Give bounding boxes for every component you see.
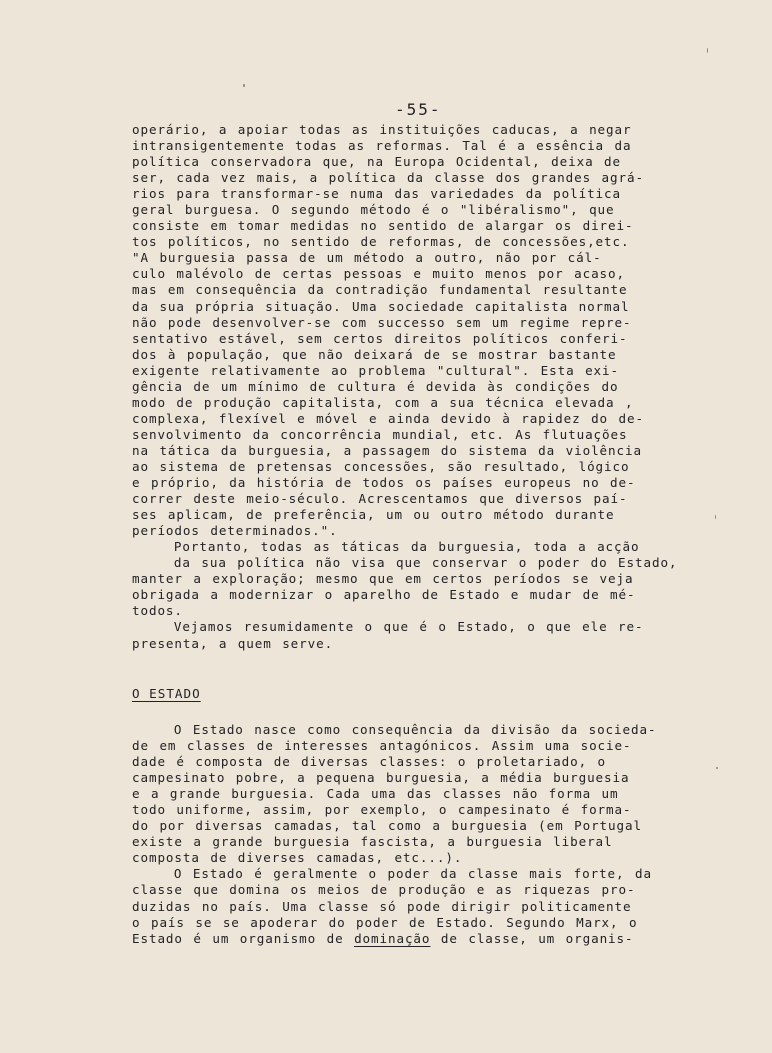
text-line: não pode desenvolver-se com successo sem um regime repre-: [132, 314, 632, 330]
text-line: operário, a apoiar todas as instituições caducas, a negar: [132, 122, 632, 137]
text-line: presenta, a quem serve.: [132, 635, 334, 651]
text-line: períodos determinados.".: [132, 523, 338, 539]
paper-speck: [716, 767, 718, 769]
text-line: e a grande burguesia. Cada uma das classes não forma um: [132, 786, 619, 802]
text-line: sentativo estável, sem certos direitos políticos conferi-: [132, 330, 628, 346]
text-line: dade é composta de diversas classes: o proletariado, o: [132, 754, 607, 770]
text-line: duzidas no país. Uma classe só pode dirigir politicamente: [132, 898, 632, 914]
text-line: dos à população, que não deixará de se mostrar bastante: [132, 346, 617, 362]
text-line: culo malévolo de certas pessoas e muito menos por acaso,: [132, 266, 625, 282]
text-line: obrigada a modernizar o aparelho de Estado e mudar de mé-: [132, 587, 636, 603]
text-line: manter a exploração; mesmo que em certos períodos se veja: [132, 571, 634, 587]
text-line: Portanto, todas as táticas da burguesia, toda a acção: [132, 539, 640, 555]
text-line: ser, cada vez mais, a política da classe dos grandes agrá-: [132, 170, 644, 186]
text-line: ses aplicam, de preferência, um ou outro método durante: [132, 507, 615, 523]
text-line: correr deste meio-século. Acrescentamos que diversos paí-: [132, 491, 628, 507]
text-line: complexa, flexível e móvel e ainda devido à rapidez do de-: [132, 410, 644, 426]
last-line-after: de classe, um organis-: [430, 930, 634, 946]
paper-speck: [707, 48, 708, 53]
last-line-before: Estado é um organismo de: [132, 930, 355, 946]
text-line: exigente relativamente ao problema "cultural". Esta exi-: [132, 362, 619, 378]
text-line: todos.: [132, 603, 183, 619]
text-line: campesinato pobre, a pequena burguesia, a média burguesia: [132, 770, 630, 786]
paper-speck: [715, 515, 716, 519]
text-line: da sua política não visa que conservar o poder do Estado,: [132, 555, 678, 571]
text-line: modo de produção capitalista, com a sua técnica elevada ,: [132, 394, 634, 410]
text-line: todo uniforme, assim, por exemplo, o campesinato é forma-: [132, 802, 632, 818]
text-line: e próprio, da história de todos os países europeus no de-: [132, 475, 636, 491]
text-line: composta de diverses camadas, etc...).: [132, 850, 463, 866]
text-line: geral burguesa. O segundo método é o "libéralismo", que: [132, 202, 615, 218]
paragraph-1: [132, 122, 722, 652]
text-line: intransigentemente todas as reformas. Tal é a essência da: [132, 138, 632, 154]
paper-speck: [243, 84, 245, 87]
text-line: O Estado nasce como consequência da divisão da socieda-: [132, 722, 657, 737]
text-line: mas em consequência da contradição fundamental resultante: [132, 282, 628, 298]
underlined-word: dominação: [354, 930, 431, 946]
text-line: rios para transformar-se numa das variedades da política: [132, 186, 621, 202]
text-line: o país se se apoderar do poder de Estado. Segundo Marx, o: [132, 914, 638, 930]
text-line: política conservadora que, na Europa Ocidental, deixa de: [132, 154, 621, 170]
text-line: senvolvimento da concorrência mundial, etc. As flutuações: [132, 426, 628, 442]
text-line: tos políticos, no sentido de reformas, de concessões,etc.: [132, 234, 630, 250]
text-line: de em classes de interesses antagónicos. Assim uma socie-: [132, 738, 632, 754]
text-line: da sua própria situação. Uma sociedade capitalista normal: [132, 298, 630, 314]
text-line: Vejamos resumidamente o que é o Estado, o que ele re-: [132, 619, 644, 635]
last-line: [132, 931, 722, 947]
text-line: O Estado é geralmente o poder da classe mais forte, da: [132, 866, 652, 882]
text-line: gência de um mínimo de cultura é devida às condições do: [132, 378, 619, 394]
text-line: ao sistema de pretensas concessões, são resultado, lógico: [132, 458, 630, 474]
text-line: existe a grande burguesia fascista, a burguesia liberal: [132, 834, 613, 850]
text-line: consiste em tomar medidas no sentido de alargar os direi-: [132, 218, 634, 234]
text-line: na tática da burguesia, a passagem do sistema da violência: [132, 442, 642, 458]
text-line: do por diversas camadas, tal como a burguesia (em Portugal: [132, 818, 642, 834]
paragraph-2: [132, 722, 722, 931]
text-line: classe que domina os meios de produção e as riquezas pro-: [132, 882, 636, 898]
page-number: -55-: [395, 100, 442, 119]
section-heading: O ESTADO: [132, 686, 201, 701]
text-line: "A burguesia passa de um método a outro, não por cál-: [132, 250, 602, 266]
